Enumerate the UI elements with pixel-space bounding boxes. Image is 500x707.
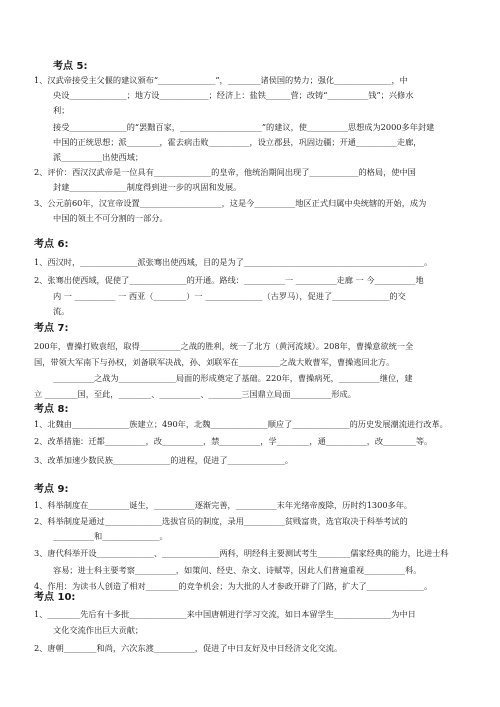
text-line: 2、科举制度是通过______________选拔官员的制度，录用__________贫贱富贵，选官取决于科举考试的 [34, 516, 408, 526]
text-line: 派__________出使西域； [53, 152, 144, 162]
text-line: 3、公元前60年，汉宣帝设置____________________，这是今__________地区正式归属中央统辖的开始，成为 [34, 198, 427, 208]
text-line: __________和______________。 [53, 531, 168, 541]
text-line: 接受______________的“罢黜百家，____________________”的建议，使__________思想成为2000多年封建 [53, 122, 435, 132]
text-line: 3、唐代科举开设______________、______________两科，明经科主要测试考生________儒家经典的能力，比进士科 [34, 548, 449, 558]
text-line: 中国的领土不可分割的一部分。 [53, 213, 168, 223]
text-line: 200年，曹操打败袁绍，取得__________之战的胜利，统一了北方（黄河流域）。208年，曹操意欲统一全 [34, 341, 414, 351]
section-heading: 考点 5: [53, 61, 88, 72]
text-line: __________之战为______________局面的形成奠定了基础。220年，曹操病死，__________继位，建 [53, 373, 413, 383]
text-line: 1、北魏由______________族建立；490年，北魏______________顺应了______________的历史发展潮流进行改革。 [34, 419, 448, 429]
text-line: 容易；进士科主要考察__________，如策问、经史、杂文、诗赋等，因此人们普遍重视__________科。 [53, 565, 422, 575]
text-line: 2、评价：西汉汉武帝是一位具有______________的皇帝，他统治期间出现了____________的格局，使中国 [34, 167, 416, 177]
section-heading: 考点 9: [34, 484, 69, 495]
text-line: 央设______________；地方设____________；经济上：盐铁______营；改铸“__________钱”；兴修水 [53, 90, 414, 100]
text-line: 2、唐朝________和尚，六次东渡__________，促进了中日友好及中日经济文化交流。 [34, 643, 343, 653]
text-line: 利； [53, 105, 70, 115]
text-line: 4、作用：为读书人创造了相对________的竞争机会；为大批的人才参政开辟了门路，扩大了______________。 [34, 581, 433, 591]
section-heading: 考点 6: [34, 239, 69, 250]
text-line: 3、改革加速少数民族______________的进程，促进了______________。 [34, 455, 294, 465]
section-heading: 考点 10: [34, 592, 76, 603]
text-line: 1、西汉时，______________派张骞出使西域，目的是为了____________________________________________。 [34, 257, 433, 267]
section-heading: 考点 8: [34, 404, 69, 415]
text-line: 国，带领大军南下与孙权，刘备联军决战，孙、刘联军在__________之战大败曹军，曹操逃回北方。 [34, 357, 395, 367]
text-line: 1、汉武帝接受主父偃的建议颁布“______________”，________诸侯国的势力；强化______________，中 [34, 75, 408, 85]
text-line: 立 ________国，至此，________、__________、________三国鼎立局面__________形成。 [34, 389, 356, 399]
text-line: 文化交流作出巨大贡献； [53, 625, 144, 635]
text-line: 1、科举制度在__________诞生，__________逐渐完善，__________末年光绪帝废除，历时约1300多年。 [34, 500, 413, 510]
text-line: 2、改革措施：迁都__________，改__________，禁__________，学________，通__________，改________等。 [34, 436, 433, 446]
section-heading: 考点 7: [34, 323, 69, 334]
text-line: 1、________先后有十多批______________来中国唐朝进行学习交流，如日本留学生______________为中日 [34, 609, 416, 619]
text-line: 流。 [53, 306, 70, 316]
text-line: 内 一 __________ 一 西亚（________）一 ______________（古罗马），促进了______________的交 [53, 291, 406, 301]
text-line: 2、张骞出使西域，促使了______________的开通。路线：__________一 __________走廊 一 今__________地 [34, 275, 424, 285]
text-line: 封建______________制度得到进一步的巩固和发展。 [53, 182, 242, 192]
text-line: 中国的正统思想；派________，霍去病击败__________，设立郡县，巩固边疆；开通__________走廊， [53, 137, 422, 147]
